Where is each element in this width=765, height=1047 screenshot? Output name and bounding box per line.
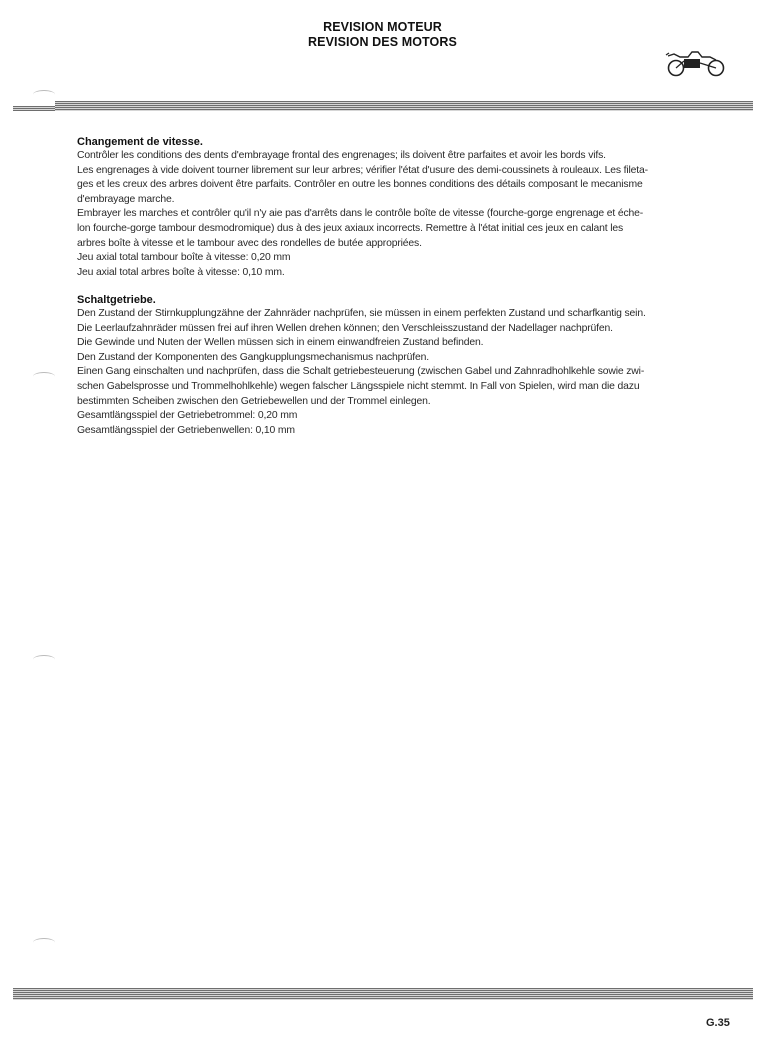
paragraph-line: bestimmten Scheiben zwischen den Getriebewellen und der Trommel einlegen.	[77, 395, 431, 407]
paragraph-line: Die Gewinde und Nuten der Wellen müssen sich in einem einwandfreien Zustand befinden.	[77, 337, 484, 349]
paragraph-line: d'embrayage marche.	[77, 193, 175, 205]
paragraph-line: ges et les creux des arbres doivent être parfaits. Contrôler en outre les bonnes conditions des détails composant le mecanisme	[77, 179, 643, 191]
header-rule	[13, 101, 753, 111]
section-german	[77, 293, 752, 438]
paragraph-line: Jeu axial total tambour boîte à vitesse: 0,20 mm	[77, 252, 291, 264]
header-title-de: REVISION DES MOTORS	[308, 35, 457, 49]
paragraph-line: Den Zustand der Komponenten des Gangkupplungsmechanismus nachprüfen.	[77, 351, 429, 363]
paragraph-line: Den Zustand der Stirnkupplungzähne der Zahnräder nachprüfen, sie müssen in einem perfekten Zustand und scharfkantig sein.	[77, 308, 646, 319]
section-heading-fr: Changement de vitesse.	[77, 136, 203, 148]
paragraph-line: Les engrenages à vide doivent tourner librement sur leur arbres; vérifier l'état d'usure des demi-coussinets à rouleaux. Les fileta-	[77, 164, 648, 176]
punch-hole-mark	[33, 90, 55, 99]
page-number: G.35	[706, 1017, 730, 1029]
paragraph-line: Einen Gang einschalten und nachprüfen, dass die Schalt getriebesteuerung (zwischen Gabel und Zahnradhohlkehle sowie zwi-	[77, 366, 645, 378]
punch-hole-mark	[33, 938, 55, 947]
paragraph-line: schen Gabelsprosse und Trommelhohlkehle) wegen falscher Längsspiele nicht stemmt. In Fall von Spielen, wird man die dazu	[77, 380, 640, 392]
section-heading-de: Schaltgetriebe.	[77, 294, 156, 306]
paragraph-line: lon fourche-gorge tambour desmodromique) dus à des jeux axiaux incorrects. Remettre à l'état initial ces jeux en calant les	[77, 222, 624, 234]
footer-rule	[13, 988, 753, 1000]
paragraph-line: arbres boîte à vitesse et le tambour avec des rondelles de butée appropriées.	[77, 237, 422, 249]
page-header	[0, 20, 765, 50]
paragraph-line: Gesamtlängsspiel der Getriebenwellen: 0,10 mm	[77, 424, 295, 436]
paragraph-line: Embrayer les marches et contrôler qu'il n'y aie pas d'arrêts dans le contrôle boîte de vitesse (fourche-gorge engrenage et éche-	[77, 208, 644, 220]
motorcycle-icon	[664, 48, 728, 78]
punch-hole-mark	[33, 372, 55, 381]
header-title-fr: REVISION MOTEUR	[323, 20, 442, 34]
paragraph-line: Gesamtlängsspiel der Getriebetrommel: 0,20 mm	[77, 410, 298, 422]
paragraph-line: Jeu axial total arbres boîte à vitesse: 0,10 mm.	[77, 266, 285, 278]
paragraph-line: Die Leerlaufzahnräder müssen frei auf ihren Wellen drehen können; den Verschleisszustand der Nadellager nachprüfen.	[77, 322, 613, 334]
paragraph-line: Contrôler les conditions des dents d'embrayage frontal des engrenages; ils doivent être parfaites et avoir les bords vifs.	[77, 150, 606, 161]
section-french	[77, 135, 752, 280]
punch-hole-mark	[33, 655, 55, 664]
